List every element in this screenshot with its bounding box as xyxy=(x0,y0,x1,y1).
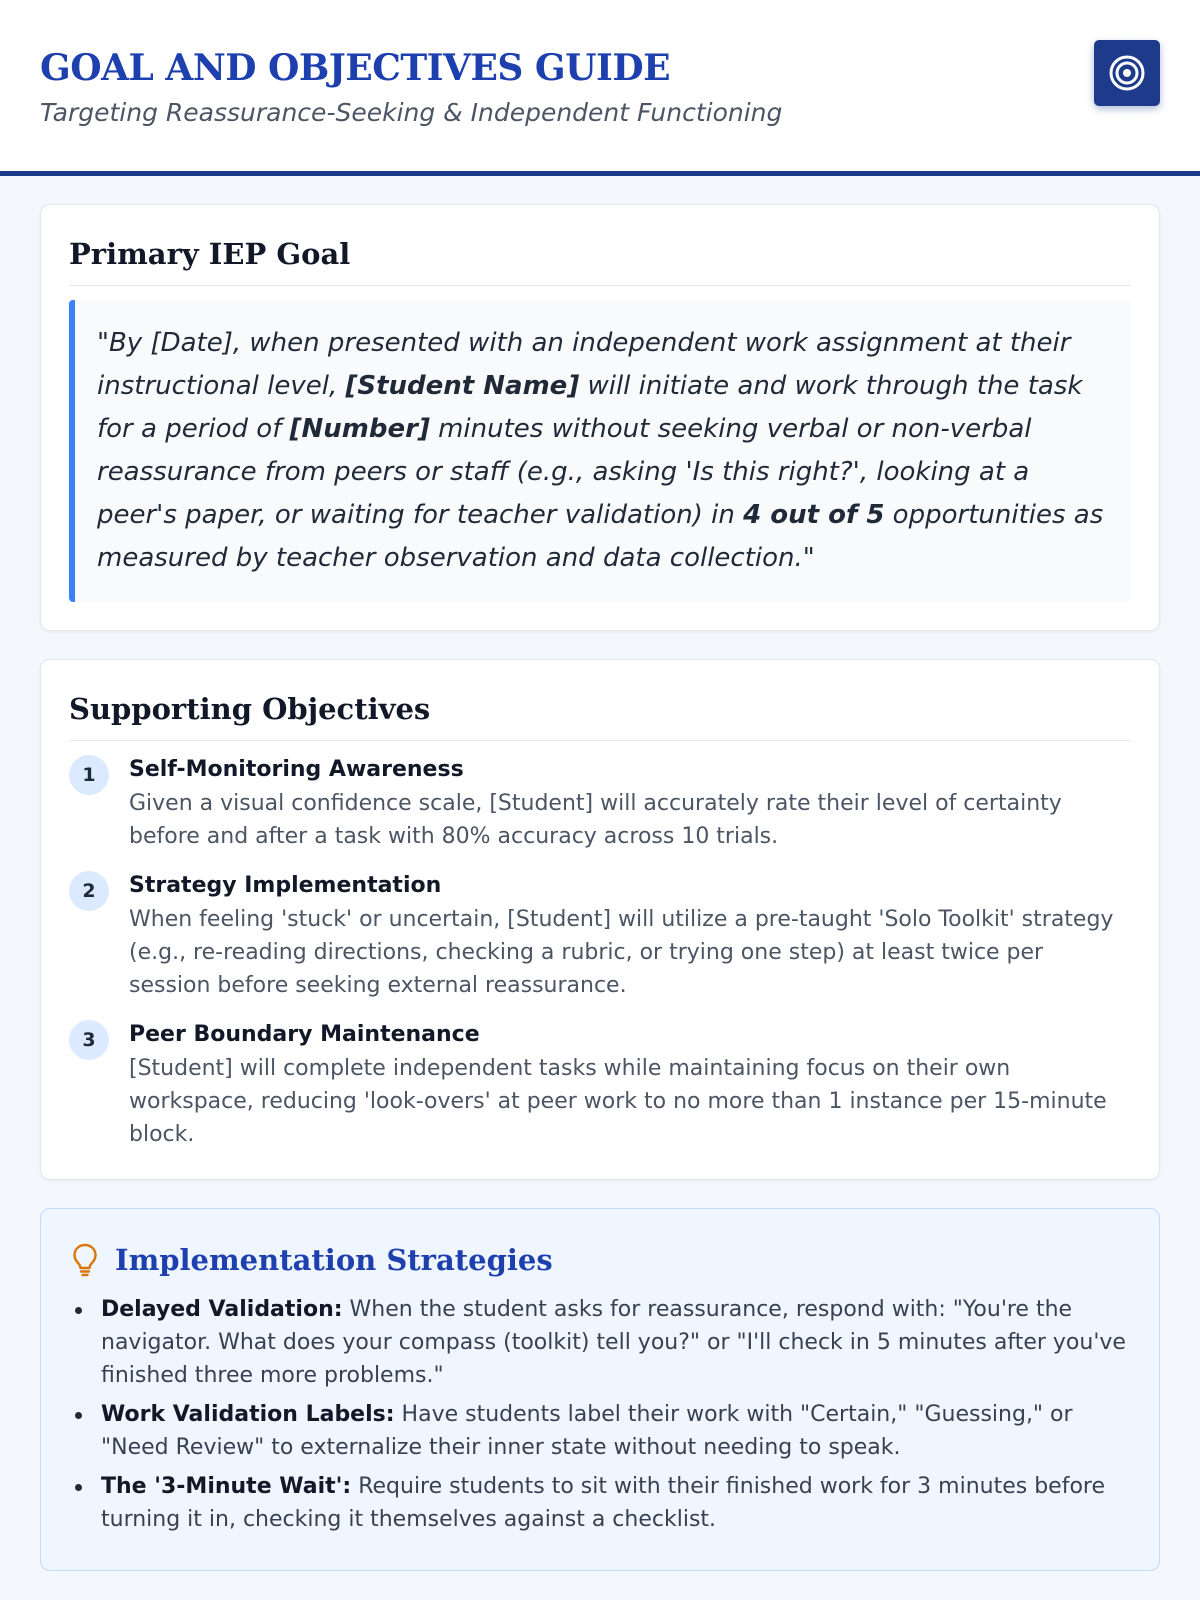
strategies-card xyxy=(40,1208,1160,1571)
target-icon xyxy=(1094,40,1160,106)
goal-student-name: [Student Name] xyxy=(345,371,580,401)
strategy-label: The '3-Minute Wait': xyxy=(101,1474,352,1499)
objective-title: Strategy Implementation xyxy=(129,873,442,898)
strategies-heading: Implementation Strategies xyxy=(115,1243,553,1277)
goal-text-part3: minutes without seeking verbal or non-verbal reassurance from peers or staff (e.g., asking 'Is this right?', looking at a peer's paper, or waiting for teacher validation) in xyxy=(97,414,1032,530)
strategy-item xyxy=(69,1293,1131,1392)
strategy-item xyxy=(69,1470,1131,1536)
main-content xyxy=(0,176,1200,1571)
primary-goal-heading: Primary IEP Goal xyxy=(69,235,1131,286)
strategy-text: Require students to sit with their finished work for 3 minutes before turning it in, checking it themselves against a checklist. xyxy=(101,1474,1106,1532)
page-subtitle: Targeting Reassurance-Seeking & Independent Functioning xyxy=(40,98,783,127)
strategy-label: Work Validation Labels: xyxy=(101,1402,395,1427)
goal-text-part2: will initiate and work through the task for a period of xyxy=(97,371,1083,444)
objectives-list xyxy=(69,755,1131,1151)
objective-description: When feeling 'stuck' or uncertain, [Student] will utilize a pre-taught 'Solo Toolkit' strategy (e.g., re-reading directions, checking a rubric, or trying one step) at least twice per session before seeking external reassurance. xyxy=(129,907,1114,998)
strategy-text: Have students label their work with "Certain," "Guessing," or "Need Review" to externalize their inner state without needing to speak. xyxy=(101,1402,1073,1460)
objective-number-badge: 1 xyxy=(69,755,109,795)
page-header xyxy=(0,0,1200,176)
goal-text-part1: "By [Date], when presented with an independent work assignment at their instructional level, xyxy=(97,328,1071,401)
objective-content xyxy=(129,871,1131,1002)
objective-item xyxy=(69,1020,1131,1151)
objectives-heading: Supporting Objectives xyxy=(69,690,1131,741)
objective-number-badge: 3 xyxy=(69,1020,109,1060)
objective-item xyxy=(69,871,1131,1002)
objectives-card xyxy=(40,659,1160,1180)
objective-title: Peer Boundary Maintenance xyxy=(129,1022,480,1047)
objective-description: [Student] will complete independent tasks while maintaining focus on their own workspace, reducing 'look-overs' at peer work to no more than 1 instance per 15-minute block. xyxy=(129,1056,1107,1147)
strategy-label: Delayed Validation: xyxy=(101,1297,343,1322)
strategy-item xyxy=(69,1398,1131,1464)
strategies-header xyxy=(69,1241,1131,1279)
objective-content xyxy=(129,755,1131,853)
goal-statement xyxy=(69,300,1131,602)
goal-number: [Number] xyxy=(289,414,430,444)
page-title: GOAL AND OBJECTIVES GUIDE xyxy=(40,47,671,89)
strategy-text: When the student asks for reassurance, respond with: "You're the navigator. What does your compass (toolkit) tell you?" or "I'll check in 5 minutes after you've finished three more problems." xyxy=(101,1297,1126,1388)
strategies-list xyxy=(69,1293,1131,1536)
goal-text-part4: opportunities as measured by teacher observation and data collection." xyxy=(97,500,1104,573)
lightbulb-icon xyxy=(69,1241,101,1279)
objective-number-badge: 2 xyxy=(69,871,109,911)
objective-content xyxy=(129,1020,1131,1151)
primary-goal-card xyxy=(40,204,1160,631)
objective-description: Given a visual confidence scale, [Student] will accurately rate their level of certainty before and after a task with 80% accuracy across 10 trials. xyxy=(129,791,1062,849)
objective-title: Self-Monitoring Awareness xyxy=(129,757,464,782)
goal-ratio: 4 out of 5 xyxy=(743,500,885,530)
objective-item xyxy=(69,755,1131,853)
